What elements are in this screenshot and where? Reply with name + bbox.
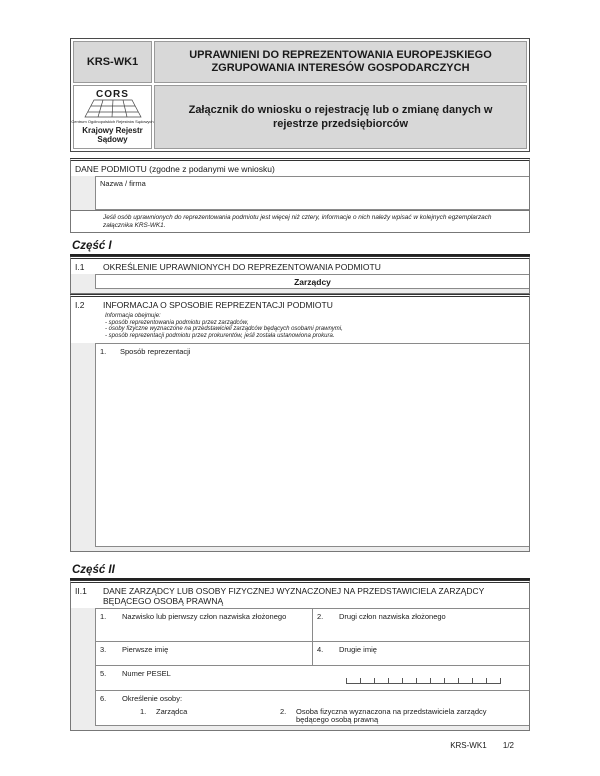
part2-heading: Część II bbox=[70, 564, 530, 580]
cors-acronym: CORS bbox=[96, 89, 129, 100]
info-item: - sposób reprezentowania podmiotu przez zarządców, bbox=[105, 319, 249, 326]
section-i2-body bbox=[71, 343, 529, 551]
entity-data-body bbox=[71, 176, 529, 210]
field-number: 2. bbox=[317, 611, 324, 621]
table-row bbox=[96, 666, 529, 691]
form-subtitle: Załącznik do wniosku o rejestrację lub o zmianę danych w rejestrze przedsiębiorców bbox=[154, 85, 527, 149]
footer-page-number: 1/2 bbox=[502, 740, 514, 750]
field-number: 6. bbox=[100, 693, 107, 703]
table-row bbox=[96, 609, 529, 642]
section-i2-title: INFORMACJA O SPOSOBIE REPREZENTACJI PODMIOTU bbox=[103, 300, 333, 311]
field-label: Pierwsze imię bbox=[122, 644, 169, 654]
pesel-comb[interactable] bbox=[346, 678, 501, 684]
representation-method-field[interactable] bbox=[95, 343, 529, 547]
option-label: Zarządca bbox=[156, 706, 188, 716]
field-label: Nazwisko lub pierwszy człon nazwiska złożonego bbox=[122, 611, 287, 621]
section-i2-header bbox=[71, 297, 529, 312]
info-item: - sposób reprezentacji podmiotu przez prokurentów, jeśli została ustanowiona prokura. bbox=[105, 332, 335, 339]
section-ii1 bbox=[70, 580, 530, 731]
first-name-field[interactable] bbox=[96, 642, 312, 665]
field-number: 3. bbox=[100, 644, 107, 654]
cors-caption: Centrum Ogólnopolskich Rejestrów Sądowych bbox=[71, 119, 154, 124]
section-i1 bbox=[70, 256, 530, 294]
cors-grid-icon bbox=[84, 99, 142, 119]
field-label: Drugie imię bbox=[339, 644, 377, 654]
option-number: 2. bbox=[280, 706, 287, 716]
field-label: Określenie osoby: bbox=[122, 693, 183, 703]
entity-note: Jeśli osób uprawnionych do reprezentowania podmiotu jest więcej niż cztery, informacje o nich należy wpisać w kolejnych egzemplarzach załącznika KRS-WK1. bbox=[71, 210, 529, 232]
section-i2 bbox=[70, 294, 530, 551]
section-ii1-title: DANE ZARZĄDCY LUB OSOBY FIZYCZNEJ WYZNACZONEJ NA PRZEDSTAWICIELA ZARZĄDCY BĘDĄCEGO OSOBĄ PRAWNĄ bbox=[103, 585, 485, 606]
page-footer bbox=[70, 741, 530, 750]
krs-wk1-form bbox=[70, 38, 530, 750]
section-i1-number: I.1 bbox=[75, 262, 85, 273]
field-number: 1. bbox=[100, 611, 107, 621]
footer-form-code: KRS-WK1 bbox=[450, 740, 487, 750]
field-number: 1. bbox=[100, 346, 107, 356]
section-ii1-number: II.1 bbox=[75, 585, 87, 596]
entity-data-title: DANE PODMIOTU (zgodne z podanymi we wniosku) bbox=[75, 164, 275, 174]
section-i1-header bbox=[71, 259, 529, 274]
field-label: Drugi człon nazwiska złożonego bbox=[339, 611, 446, 621]
second-name-field[interactable] bbox=[312, 642, 529, 665]
section-ii1-header bbox=[71, 583, 529, 608]
section-i2-number: I.2 bbox=[75, 300, 85, 311]
option-label: Osoba fizyczna wyznaczona na przedstawiciela zarządcy będącego osobą prawną bbox=[296, 706, 487, 725]
option-number: 1. bbox=[140, 706, 147, 716]
section-i2-info bbox=[71, 312, 529, 342]
option-zarzadca[interactable] bbox=[140, 708, 280, 725]
person-type-options bbox=[100, 708, 525, 725]
krs-logo bbox=[73, 85, 152, 149]
representation-holders-value: Zarządcy bbox=[95, 274, 529, 289]
krs-name: Krajowy Rejestr Sądowy bbox=[82, 126, 143, 144]
option-osoba-fizyczna[interactable] bbox=[280, 708, 525, 725]
info-item: - osoby fizyczne wyznaczone na przedstawicieli zarządców będących osobami prawnymi, bbox=[105, 326, 343, 333]
section-i1-title: OKREŚLENIE UPRAWNIONYCH DO REPREZENTOWANIA PODMIOTU bbox=[103, 262, 381, 273]
field-label: Sposób reprezentacji bbox=[120, 346, 191, 356]
person-data-grid bbox=[95, 608, 529, 726]
field-label: Numer PESEL bbox=[122, 668, 171, 678]
surname-first-part-field[interactable] bbox=[96, 609, 312, 641]
form-header bbox=[70, 38, 530, 152]
surname-second-part-field[interactable] bbox=[312, 609, 529, 641]
section-ii1-body bbox=[71, 608, 529, 730]
field-number: 5. bbox=[100, 668, 107, 678]
table-row bbox=[96, 642, 529, 666]
table-row bbox=[96, 691, 529, 725]
entity-data-box bbox=[70, 158, 530, 233]
info-intro: Informacja obejmuje: bbox=[105, 313, 161, 320]
pesel-field[interactable] bbox=[96, 666, 529, 690]
person-type-field bbox=[96, 691, 529, 725]
entity-name-label: Nazwa / firma bbox=[100, 179, 146, 188]
form-code: KRS-WK1 bbox=[73, 41, 152, 83]
part1-heading: Część I bbox=[70, 240, 530, 256]
entity-name-field[interactable] bbox=[95, 176, 529, 210]
form-title: UPRAWNIENI DO REPREZENTOWANIA EUROPEJSKIEGO ZGRUPOWANIA INTERESÓW GOSPODARCZYCH bbox=[154, 41, 527, 83]
field-number: 4. bbox=[317, 644, 324, 654]
section-i1-body bbox=[71, 274, 529, 293]
